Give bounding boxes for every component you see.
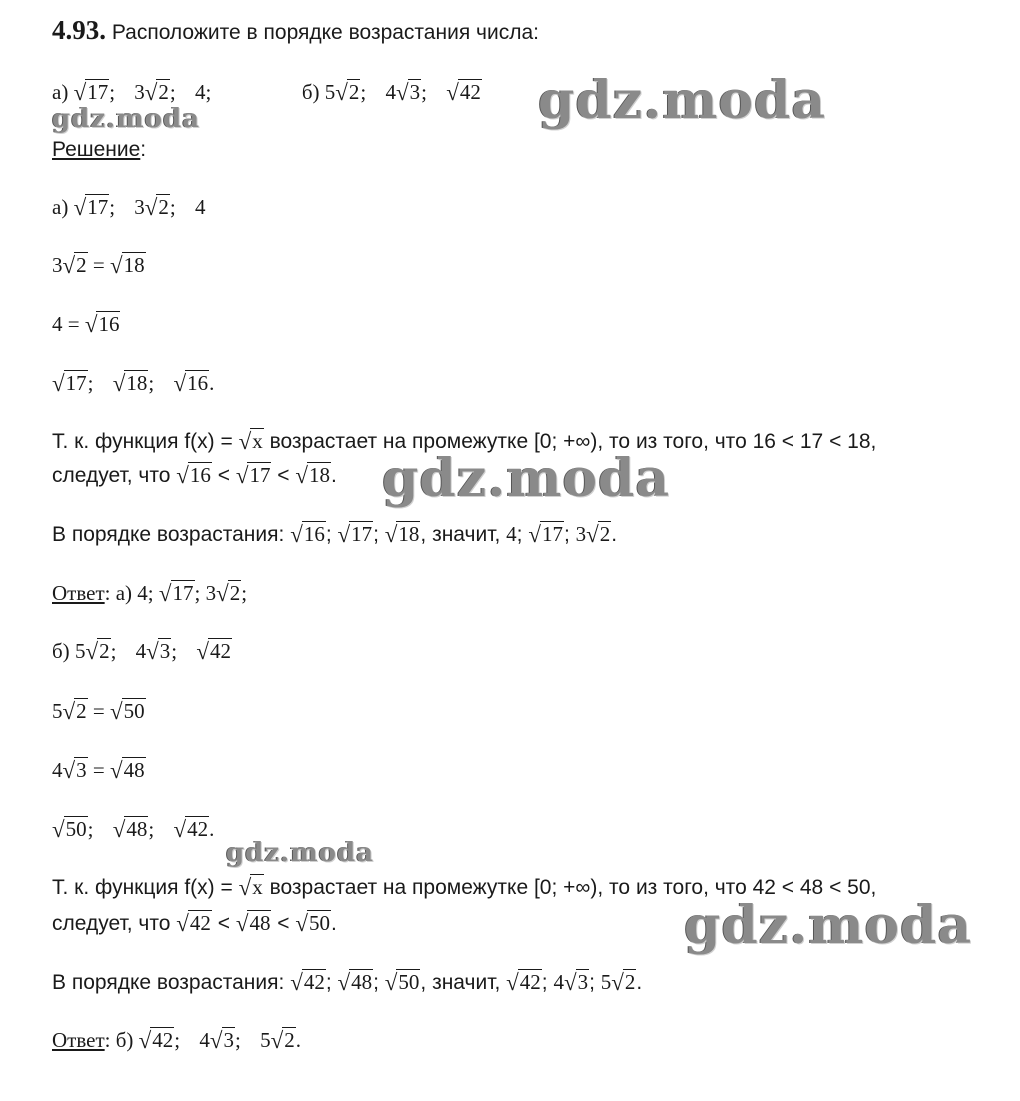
follows-text: следует, что [52, 464, 171, 487]
coef: 3 [205, 581, 217, 605]
order-label: В порядке возрастания: [52, 523, 285, 546]
sqrt-item: √17 [235, 463, 271, 488]
sqrt-50: √50 [109, 699, 145, 724]
watermark: gdz.moda [538, 70, 827, 131]
coef: 3 [52, 253, 63, 277]
part-a-eq2: 4 = √16 [52, 312, 120, 337]
sqrt-16: √16 [84, 312, 120, 337]
part-b-chain: следует, что √42 < √48 < √50. [52, 911, 337, 936]
order-label: В порядке возрастания: [52, 971, 285, 994]
number-4: 4 [195, 80, 206, 104]
follows-text: следует, что [52, 912, 171, 935]
sqrt-3: √3 [146, 639, 171, 664]
sqrt-item: √42 [176, 911, 211, 936]
sqrt-2: √2 [144, 80, 169, 105]
sqrt-3: √3 [396, 80, 421, 105]
sqrt-3: √3 [563, 970, 589, 995]
part-a-order: В порядке возрастания: √16; √17; √18, значит, 4; √17; 3√2. [52, 522, 618, 547]
solution-label: Решение [52, 138, 141, 161]
sqrt-2: √2 [586, 522, 611, 547]
sqrt-3: √3 [62, 758, 87, 783]
part-a-list: √17; √18; √16. [52, 371, 215, 396]
coef: 4 [199, 1028, 210, 1052]
part-b-eq1: 5√2 = √50 [52, 699, 145, 724]
part-b-list: √50; √48; √42. [52, 817, 215, 842]
sqrt-x: √x [238, 875, 263, 900]
reason-text: Т. к. функция f(x) = [52, 430, 233, 453]
task-b-label: б) [301, 80, 320, 104]
sqrt-17: √17 [158, 581, 194, 606]
sqrt-18: √18 [109, 253, 145, 278]
sqrt-2: √2 [611, 970, 636, 995]
sqrt-item: √16 [173, 371, 209, 396]
coef: 5 [52, 699, 63, 723]
sqrt-17: √17 [73, 195, 109, 220]
sqrt-item: √48 [235, 911, 271, 936]
part-b-label: б) [52, 639, 70, 663]
problem-number: 4.93. [52, 15, 106, 45]
sqrt-42: √42 [446, 80, 481, 105]
sqrt-item: √50 [295, 911, 331, 936]
reason-text: возрастает на промежутке [0; +∞), то из того, что 16 < 17 < 18, [269, 430, 877, 453]
sqrt-item: √50 [52, 817, 87, 842]
coef: 5 [260, 1028, 271, 1052]
sqrt-item: √18 [295, 463, 331, 488]
answer-label: Ответ [52, 1028, 105, 1052]
sqrt-48: √48 [109, 758, 145, 783]
sqrt-2: √2 [335, 80, 360, 105]
sqrt-42: √42 [506, 970, 541, 995]
coef: 4 [52, 758, 63, 782]
coef: 3 [134, 80, 145, 104]
sqrt-42: √42 [138, 1028, 174, 1053]
sqrt-2: √2 [216, 581, 241, 606]
number-4: 4 [195, 195, 206, 219]
sqrt-2: √2 [62, 699, 87, 724]
sqrt-item: √17 [337, 522, 373, 547]
watermark: gdz.moda [226, 838, 375, 868]
answer-label: Ответ [52, 581, 105, 605]
sqrt-2: √2 [85, 639, 110, 664]
coef: 5 [74, 639, 86, 663]
means-text: значит, [432, 971, 501, 994]
sqrt-2: √2 [62, 253, 87, 278]
part-a-label: а) [52, 195, 69, 219]
task-a-label: а) [52, 80, 69, 104]
part-b-header: б) 5√2; 4√3; √42 [52, 639, 231, 664]
part-a-chain: следует, что √16 < √17 < √18. [52, 463, 337, 488]
sqrt-item: √42 [173, 817, 209, 842]
coef: 4 [135, 639, 147, 663]
part-a-answer: Ответ: а) 4; √17; 3√2; [52, 581, 248, 606]
problem-header [52, 16, 539, 47]
sqrt-item: √48 [112, 817, 148, 842]
sqrt-item: √48 [337, 970, 373, 995]
sqrt-2: √2 [144, 195, 169, 220]
part-b-answer: Ответ: б) √42; 4√3; 5√2. [52, 1028, 301, 1053]
part-a-header: а) √17; 3√2; 4 [52, 195, 206, 220]
sqrt-item: √42 [290, 970, 325, 995]
task-line: а) √17; 3√2; 4; б) 5√2; 4√3; √42 [52, 80, 481, 105]
answer-part-label: б) [115, 1028, 134, 1052]
sqrt-17: √17 [73, 80, 109, 105]
watermark: gdz.moda [382, 448, 671, 509]
problem-statement: Расположите в порядке возрастания числа: [111, 21, 539, 44]
solution-heading: Решение: [52, 138, 147, 161]
sqrt-2: √2 [270, 1028, 295, 1053]
sqrt-item: √50 [384, 970, 420, 995]
coef: 4 [385, 80, 397, 104]
coef: 5 [324, 80, 336, 104]
reason-text: Т. к. функция f(x) = [52, 876, 233, 899]
means-text: значит, [432, 523, 501, 546]
part-b-order: В порядке возрастания: √42; √48; √50, значит, √42; 4√3; 5√2. [52, 970, 643, 995]
reason-text: возрастает на промежутке [0; +∞), то из того, что 42 < 48 < 50, [269, 876, 877, 899]
sqrt-item: √16 [290, 522, 325, 547]
number: 4 [52, 312, 63, 336]
watermark: gdz.moda [684, 895, 973, 956]
number-4: 4 [506, 522, 517, 546]
sqrt-item: √17 [52, 371, 87, 396]
sqrt-42: √42 [196, 639, 231, 664]
sqrt-3: √3 [209, 1028, 235, 1053]
sqrt-item: √18 [384, 522, 420, 547]
coef: 5 [600, 970, 612, 994]
sqrt-item: √18 [112, 371, 148, 396]
part-a-eq1: 3√2 = √18 [52, 253, 145, 278]
coef: 4 [553, 970, 564, 994]
sqrt-17: √17 [528, 522, 563, 547]
sqrt-x: √x [238, 429, 263, 454]
coef: 3 [575, 522, 587, 546]
coef: 3 [134, 195, 145, 219]
sqrt-item: √16 [176, 463, 211, 488]
watermark: gdz.moda [52, 104, 201, 134]
part-b-eq2: 4√3 = √48 [52, 758, 145, 783]
answer-first: а) 4; [115, 581, 154, 605]
